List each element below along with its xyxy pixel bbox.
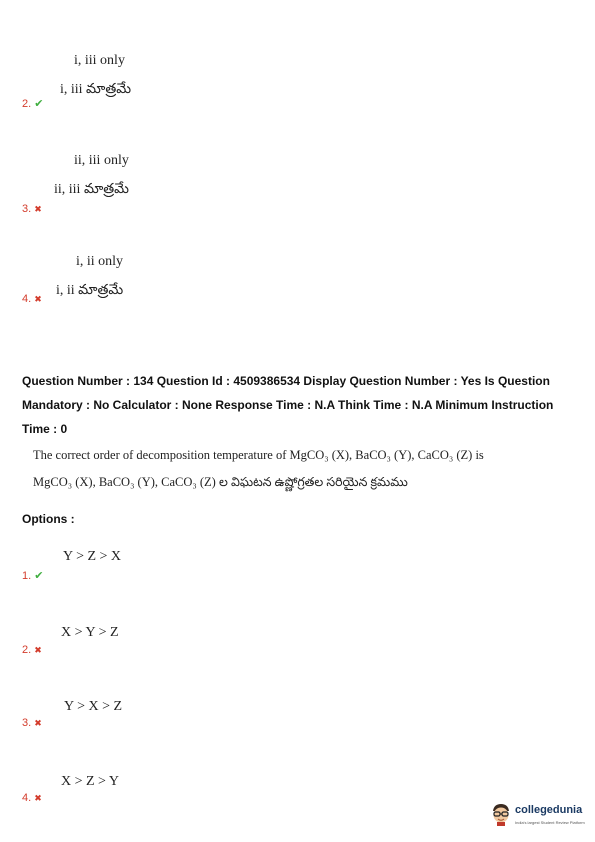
prev-option-2-marker (22, 94, 43, 112)
prev-option-2-en: i, iii only (74, 53, 125, 68)
option-number: 4. (22, 293, 32, 305)
option-2-marker (22, 640, 42, 658)
prev-option-4-en: i, ii only (76, 254, 124, 269)
cross-icon: ✖ (34, 719, 42, 729)
option-number: 2. (22, 644, 32, 656)
logo-tagline: India's largest Student Review Platform (515, 820, 585, 825)
question-header-line-3: Time : 0 (22, 422, 68, 436)
check-icon: ✔ (34, 569, 44, 582)
option-4-text: X > Z > Y (61, 774, 120, 789)
option-3-text: Y > X > Z (64, 699, 123, 714)
prev-option-3-en: ii, iii only (74, 153, 129, 168)
logo-text: collegedunia (515, 804, 583, 816)
question-header (22, 369, 582, 441)
option-number: 2. (22, 98, 32, 110)
option-number: 1. (22, 570, 32, 582)
option-2-text: X > Y > Z (61, 625, 119, 640)
check-icon: ✔ (34, 97, 44, 110)
question-header-line-1: Question Number : 134 Question Id : 4509386534 Display Question Number : Yes Is Question (22, 374, 550, 388)
option-1-text: Y > Z > X (63, 549, 122, 564)
cross-icon: ✖ (34, 646, 42, 656)
prev-option-4-marker (22, 289, 42, 307)
question-text-te: MgCO₃ (X), BaCO₃ (Y), CaCO₃ (Z) ల విఘటన ఉష్ణోగ్రతల సరియైన క్రమము (33, 475, 408, 489)
prev-option-3-te: ii, iii మాత్రమే (54, 182, 129, 197)
option-3-marker (22, 713, 42, 731)
cross-icon: ✖ (34, 794, 42, 804)
question-header-line-2: Mandatory : No Calculator : None Response Time : N.A Think Time : N.A Minimum Instruction (22, 398, 554, 412)
cross-icon: ✖ (34, 295, 42, 305)
prev-option-4-te: i, ii మాత్రమే (56, 283, 124, 298)
option-1-marker (22, 566, 43, 584)
prev-option-2-te: i, iii మాత్రమే (60, 82, 132, 97)
option-4-marker (22, 788, 42, 806)
option-number: 4. (22, 792, 32, 804)
prev-option-3-marker (22, 199, 42, 217)
question-text-en: The correct order of decomposition temperature of MgCO₃ (X), BaCO₃ (Y), CaCO₃ (Z) is (33, 448, 484, 462)
cross-icon: ✖ (34, 205, 42, 215)
mascot-icon (490, 802, 512, 826)
option-number: 3. (22, 717, 32, 729)
option-number: 3. (22, 203, 32, 215)
options-label: Options : (22, 512, 75, 526)
collegedunia-logo (490, 800, 585, 832)
